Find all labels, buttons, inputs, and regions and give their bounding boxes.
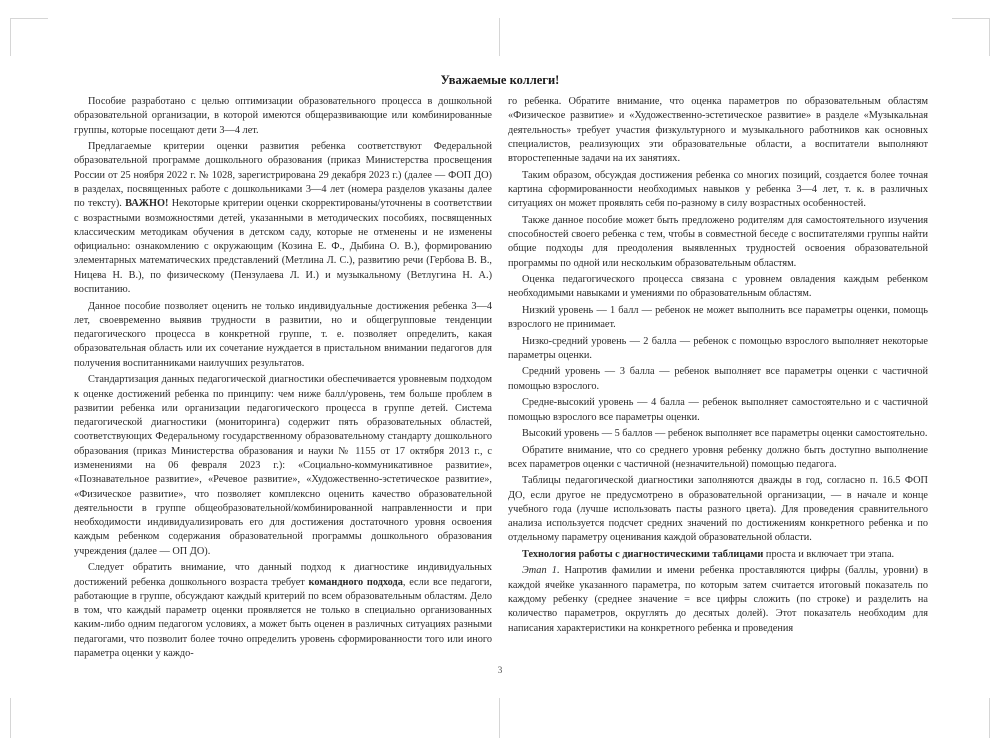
level-item: Средне-высокий уровень — 4 балла — ребенок выполняет самостоятельно и с частичной помощью взрослого все параметры оценки. — [508, 397, 928, 423]
crop-mark-bottom-right — [989, 698, 990, 738]
paragraph — [74, 561, 492, 661]
paragraph-text: проста и включает три этапа. — [763, 548, 895, 560]
level-item: Средний уровень — 3 балла — ребенок выполняет все параметры оценки с частичной помощью взрослого. — [508, 366, 928, 392]
page-number: 3 — [497, 666, 503, 676]
stage-label: Этап 1 — [522, 565, 557, 577]
page-title: Уважаемые коллеги! — [440, 73, 560, 87]
paragraph — [508, 548, 928, 562]
level-item: Высокий уровень — 5 баллов — ребенок выполняет все параметры оценки самостоятельно. — [522, 428, 928, 440]
bold-heading: Технология работы с диагностическими таблицами — [522, 548, 764, 560]
paragraph-text: , если все педагоги, работающие в группе, обсуждают каждый критерий по всем образовательным областям. Дело в том, что каждый параметр оценки проявляется не только в специально организованных каким-либо одним педагогом условиях, а может быть оценен в различных ситуациях разными педагогами, что позволит более точно определить уровень сформированности того или иного параметра оценки у каждо- — [74, 576, 492, 660]
level-item: Низко-средний уровень — 2 балла — ребенок с помощью взрослого выполняет некоторые параметры оценки. — [508, 335, 928, 361]
crop-mark-top-left — [10, 18, 11, 56]
paragraph — [74, 140, 492, 297]
paragraph — [508, 564, 928, 635]
paragraph: Также данное пособие может быть предложено родителям для самостоятельного изучения способностей своего ребенка с тем, чтобы в совместной беседе с воспитателями группы найти общие подходы для преодоления выявленных трудностей освоения образовательной программы по одной или нескольким образовательным областям. — [508, 214, 928, 269]
bold-term: командного подхода — [308, 576, 403, 588]
crop-mark-bottom-left — [10, 698, 11, 738]
right-column — [508, 95, 928, 638]
important-note: ВАЖНО! — [125, 198, 169, 210]
crop-mark-top-left-h — [10, 18, 48, 19]
paragraph: Данное пособие позволяет оценить не только индивидуальные достижения ребенка 3—4 лет, своевременно выявив трудности в развитии, но и общегрупповые тенденции педагогического процесса в конкретной группе, т. е. позволяет определить, какая образовательная область или их сочетание нуждается в пристальном внимании педагогов для получения воспитанниками наилучших результатов. — [74, 300, 492, 369]
crop-mark-top-right — [989, 18, 990, 56]
paragraph: Оценка педагогического процесса связана с уровнем овладения каждым ребенком необходимыми навыками и умениями по образовательным областям. — [508, 274, 928, 300]
crop-mark-bottom-center — [499, 698, 500, 738]
paragraph-text: Некоторые критерии оценки скорректированы/уточнены в соответствии с возрастными возможностями детей, указанными в методических пособиях, посвященных классическим методикам обучения в детском саду, которые не отменены и не изменены официально: ознакомлению с окружающим (Козина Е. Ф., Дыбина О. В.), формированию элементарных математических представлений (Метлина Л. С.), развитию речи (Гербова В. В., Ницева Н. В.), по физическому (Пензулаева Л. И.) и музыкальному (Ветлугина Н. А.) воспитанию. — [74, 198, 492, 296]
crop-mark-top-right-h — [952, 18, 990, 19]
level-item: Низкий уровень — 1 балл — ребенок не может выполнить все параметры оценки, помощь взрослого не принимает. — [508, 304, 928, 331]
paragraph-text: . Напротив фамилии и имени ребенка проставляются цифры (баллы, уровни) в каждой ячейке указанного параметра, по которым затем считается итоговый показатель по каждому ребенку (среднее значение = все цифры сложить (по строке) и разделить на количество параметров, округлять до десятых долей). Этот показатель необходим для написания характеристики на конкретного ребенка и проведения — [508, 565, 928, 634]
paragraph: Пособие разработано с целью оптимизации образовательного процесса в дошкольной образовательной организации, в которой имеются общеразвивающие или комбинированные группы, которые посещают дети 3—4 лет. — [74, 96, 492, 136]
paragraph: Стандартизация данных педагогической диагностики обеспечивается уровневым подходом к оценке достижений ребенка по принципу: чем ниже балл/уровень, тем больше проблем в развитии ребенка или организации педагогического процесса в группе детей. Система педагогической диагностики (мониторинга) содержит пять образовательных областей, соответствующих Федеральному государственному образовательному стандарту дошкольного образования (приказ Министерства образования и науки № 1155 от 17 октября 2013 г., с изменениями на 06 февраля 2023 г.): «Социально-коммуникативное развитие», «Познавательное развитие», «Речевое развитие», «Художественно-эстетическое развитие», «Физическое развитие», что позволяет комплексно оценить качество образовательной деятельности в группе общеобразовательной/комбинированной направленности и при необходимости индивидуализировать его для достижения достаточного уровня освоения каждым ребенком содержания образовательной программы дошкольного образования учреждения (далее — ОП ДО). — [74, 374, 492, 557]
left-column — [74, 95, 492, 664]
paragraph-text: Предлагаемые критерии оценки развития ребенка соответствуют Федеральной образовательной программе дошкольного образования (приказ Министерства просвещения России от 25 ноября 2022 г. № 1028, зарегистрирована 29 декабря 2023 г.) (далее — ФОП ДО) в разделах, посвященных работе с дошкольниками 3—4 лет (номера разделов указаны далее по тексту). — [74, 141, 492, 210]
crop-mark-top-center — [499, 18, 500, 56]
paragraph-text: Следует обратить внимание, что данный подход к диагностике индивидуальных достижений ребенка дошкольного возраста требует — [74, 562, 492, 588]
paragraph: Таким образом, обсуждая достижения ребенка со многих позиций, создается более точная картина сформированности необходимых навыков у ребенка 3—4 лет, т. к. в различных ситуациях он может проявлять себя по-разному в силу возрастных особенностей. — [508, 169, 928, 210]
paragraph: Обратите внимание, что со среднего уровня ребенку должно быть доступно выполнение всех параметров оценки с частичной (незначительной) помощью педагога. — [508, 444, 928, 470]
paragraph: Таблицы педагогической диагностики заполняются дважды в год, согласно п. 16.5 ФОП ДО, если другое не предусмотрено в образовательной организации, — в начале и конце учебного года (лучше использовать пасты разного цвета). Для проведения сравнительного анализа используется подсчет средних значений по достижениям конкретного ребенка и по отдельному параметру оценивания каждой образовательной области. — [508, 475, 928, 544]
paragraph: го ребенка. Обратите внимание, что оценка параметров по образовательным областям «Физическое развитие» и «Художественно-эстетическое развитие» в разделе «Музыкальная деятельность» требует участия физкультурного и музыкального работников как основных специалистов, реализующих эти образовательные области, а воспитатели выполняют второстепенные задачи на их занятиях. — [508, 96, 928, 165]
